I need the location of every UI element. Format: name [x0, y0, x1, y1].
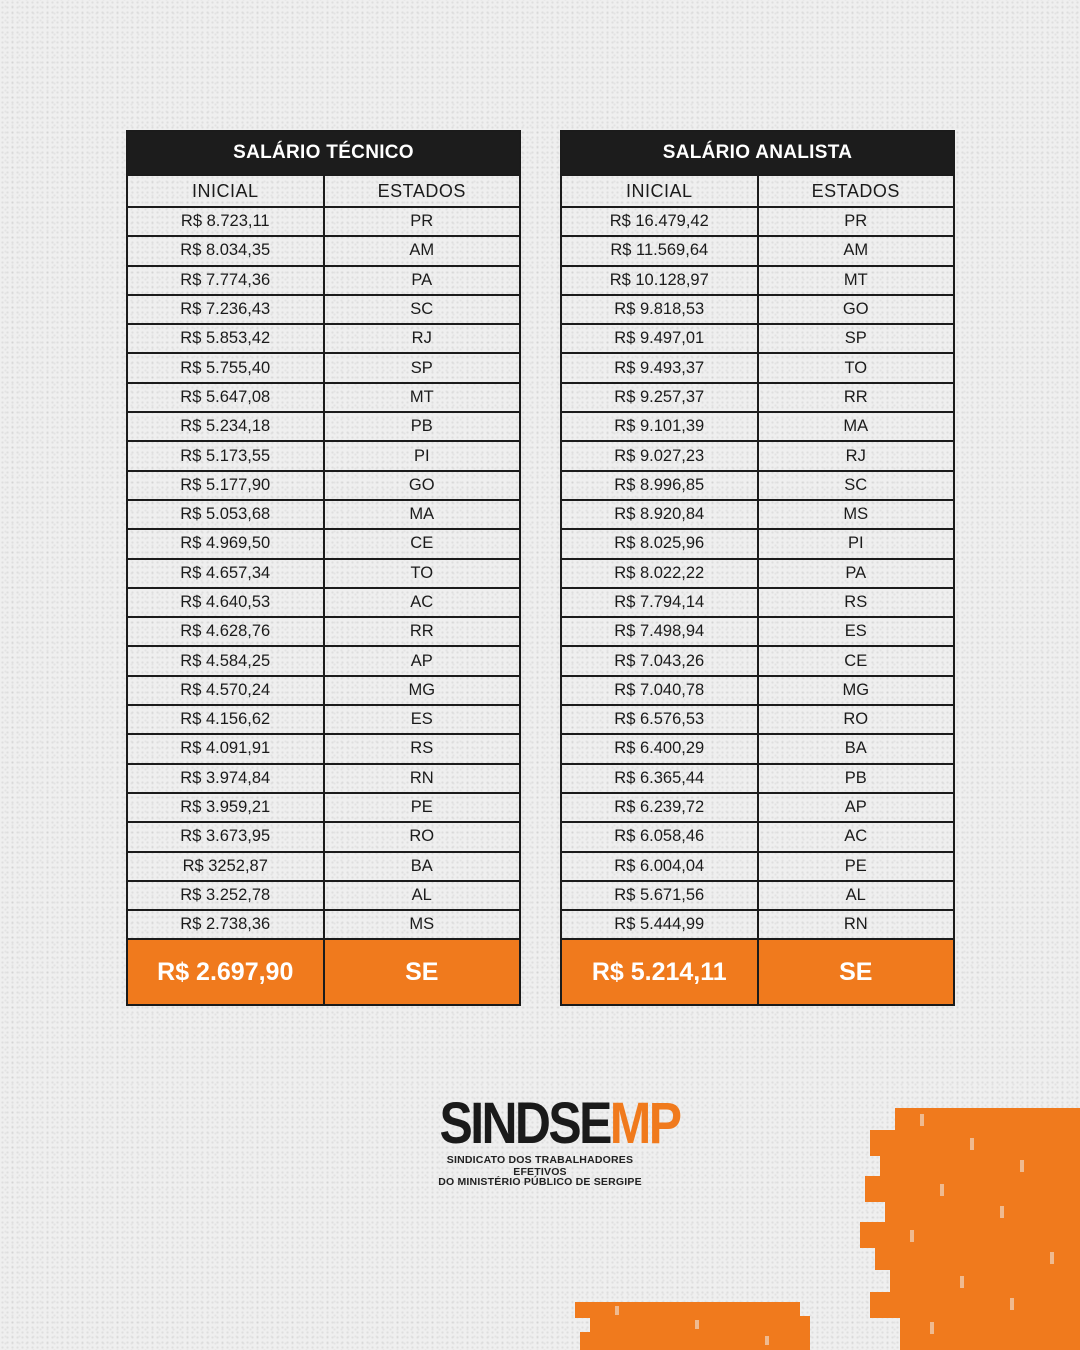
state-cell: MT [758, 266, 955, 295]
state-cell: RN [758, 910, 955, 939]
state-cell: AM [758, 236, 955, 265]
table-row [127, 910, 520, 939]
salary-cell: R$ 8.920,84 [561, 500, 758, 529]
state-cell: SC [324, 295, 521, 324]
salary-cell: R$ 10.128,97 [561, 266, 758, 295]
table-row [561, 471, 954, 500]
state-cell: RJ [324, 324, 521, 353]
state-cell: PR [758, 207, 955, 236]
table-row [127, 529, 520, 558]
highlight-row-sergipe [127, 939, 520, 1005]
table-row [561, 852, 954, 881]
salary-cell: R$ 8.034,35 [127, 236, 324, 265]
state-cell: RR [324, 617, 521, 646]
salary-cell: R$ 2.738,36 [127, 910, 324, 939]
table-title: SALÁRIO ANALISTA [561, 131, 954, 175]
salary-cell: R$ 7.236,43 [127, 295, 324, 324]
state-cell: AC [758, 822, 955, 851]
table-row [127, 236, 520, 265]
salary-cell: R$ 6.365,44 [561, 764, 758, 793]
state-cell: CE [324, 529, 521, 558]
state-cell: GO [324, 471, 521, 500]
state-cell: SC [758, 471, 955, 500]
salary-cell: R$ 16.479,42 [561, 207, 758, 236]
state-cell: PB [758, 764, 955, 793]
state-cell: RN [324, 764, 521, 793]
table-row [561, 676, 954, 705]
highlight-salary-cell: R$ 2.697,90 [127, 939, 324, 1005]
salary-cell: R$ 7.040,78 [561, 676, 758, 705]
table-row [561, 324, 954, 353]
table-row [561, 617, 954, 646]
salario-tecnico-table [126, 130, 521, 1006]
table-body [127, 207, 520, 1005]
salary-cell: R$ 9.497,01 [561, 324, 758, 353]
salary-cell: R$ 3252,87 [127, 852, 324, 881]
state-cell: AP [324, 646, 521, 675]
table-row [127, 676, 520, 705]
state-cell: PI [758, 529, 955, 558]
table-row [127, 617, 520, 646]
salary-cell: R$ 4.969,50 [127, 529, 324, 558]
state-cell: MG [758, 676, 955, 705]
salary-cell: R$ 4.657,34 [127, 559, 324, 588]
state-cell: AL [758, 881, 955, 910]
table-row [127, 881, 520, 910]
state-cell: ES [324, 705, 521, 734]
table-row [127, 588, 520, 617]
table-row [561, 734, 954, 763]
salary-cell: R$ 8.996,85 [561, 471, 758, 500]
state-cell: RJ [758, 441, 955, 470]
state-cell: PR [324, 207, 521, 236]
table-row [561, 529, 954, 558]
state-cell: GO [758, 295, 955, 324]
table-row [561, 559, 954, 588]
salary-cell: R$ 4.156,62 [127, 705, 324, 734]
salary-cell: R$ 6.004,04 [561, 852, 758, 881]
state-cell: AC [324, 588, 521, 617]
state-cell: MS [758, 500, 955, 529]
salary-cell: R$ 8.022,22 [561, 559, 758, 588]
salary-cell: R$ 4.628,76 [127, 617, 324, 646]
table-row [561, 295, 954, 324]
logo-tagline-2: DO MINISTÉRIO PÚBLICO DE SERGIPE [438, 1176, 642, 1188]
table-row [127, 353, 520, 382]
column-header-estados: ESTADOS [324, 175, 521, 207]
salary-cell: R$ 3.252,78 [127, 881, 324, 910]
salary-cell: R$ 9.101,39 [561, 412, 758, 441]
salary-cell: R$ 7.498,94 [561, 617, 758, 646]
highlight-state-cell: SE [324, 939, 521, 1005]
salary-cell: R$ 5.671,56 [561, 881, 758, 910]
state-cell: PE [324, 793, 521, 822]
salary-cell: R$ 4.640,53 [127, 588, 324, 617]
salary-cell: R$ 6.576,53 [561, 705, 758, 734]
state-cell: BA [758, 734, 955, 763]
salary-cell: R$ 3.974,84 [127, 764, 324, 793]
state-cell: MA [758, 412, 955, 441]
orange-brushstroke-decoration [860, 1100, 1080, 1350]
logo-word-accent: MP [609, 1091, 680, 1156]
highlight-state-cell: SE [758, 939, 955, 1005]
table-row [127, 441, 520, 470]
state-cell: SP [324, 353, 521, 382]
salary-cell: R$ 9.493,37 [561, 353, 758, 382]
table-row [561, 705, 954, 734]
table-row [561, 910, 954, 939]
table-row [127, 412, 520, 441]
table-row [127, 559, 520, 588]
table-row [561, 588, 954, 617]
salary-cell: R$ 5.853,42 [127, 324, 324, 353]
salary-cell: R$ 3.673,95 [127, 822, 324, 851]
salary-cell: R$ 9.027,23 [561, 441, 758, 470]
logo-tagline-1: SINDICATO DOS TRABALHADORES EFETIVOS [446, 1154, 634, 1178]
state-cell: PA [758, 559, 955, 588]
salary-cell: R$ 4.584,25 [127, 646, 324, 675]
state-cell: AM [324, 236, 521, 265]
salary-cell: R$ 5.173,55 [127, 441, 324, 470]
table-row [127, 764, 520, 793]
state-cell: MS [324, 910, 521, 939]
table-row [127, 793, 520, 822]
salary-cell: R$ 5.755,40 [127, 353, 324, 382]
table-row [127, 324, 520, 353]
salary-cell: R$ 7.043,26 [561, 646, 758, 675]
orange-brushstroke-decoration [575, 1302, 810, 1350]
state-cell: CE [758, 646, 955, 675]
salary-cell: R$ 7.794,14 [561, 588, 758, 617]
salary-cell: R$ 4.570,24 [127, 676, 324, 705]
table-row [561, 266, 954, 295]
table-row [561, 441, 954, 470]
state-cell: AP [758, 793, 955, 822]
highlight-row-sergipe [561, 939, 954, 1005]
salary-cell: R$ 5.053,68 [127, 500, 324, 529]
table-row [127, 852, 520, 881]
table-row [127, 207, 520, 236]
table-row [127, 646, 520, 675]
salary-cell: R$ 4.091,91 [127, 734, 324, 763]
state-cell: MG [324, 676, 521, 705]
salary-cell: R$ 6.239,72 [561, 793, 758, 822]
table-row [127, 383, 520, 412]
salary-cell: R$ 6.400,29 [561, 734, 758, 763]
state-cell: RS [758, 588, 955, 617]
column-header-inicial: INICIAL [127, 175, 324, 207]
table-row [127, 471, 520, 500]
table-row [127, 266, 520, 295]
state-cell: BA [324, 852, 521, 881]
table-row [561, 881, 954, 910]
table-body [561, 207, 954, 1005]
salary-cell: R$ 11.569,64 [561, 236, 758, 265]
highlight-salary-cell: R$ 5.214,11 [561, 939, 758, 1005]
salary-cell: R$ 7.774,36 [127, 266, 324, 295]
column-header-estados: ESTADOS [758, 175, 955, 207]
column-header-inicial: INICIAL [561, 175, 758, 207]
table-row [561, 412, 954, 441]
salario-analista-table [560, 130, 955, 1006]
salary-cell: R$ 9.818,53 [561, 295, 758, 324]
salary-cell: R$ 6.058,46 [561, 822, 758, 851]
state-cell: MA [324, 500, 521, 529]
table-row [561, 793, 954, 822]
table-row [561, 207, 954, 236]
state-cell: RO [324, 822, 521, 851]
table-title: SALÁRIO TÉCNICO [127, 131, 520, 175]
salary-cell: R$ 5.234,18 [127, 412, 324, 441]
table-row [127, 500, 520, 529]
salary-cell: R$ 5.647,08 [127, 383, 324, 412]
state-cell: PA [324, 266, 521, 295]
salary-cell: R$ 9.257,37 [561, 383, 758, 412]
state-cell: TO [324, 559, 521, 588]
table-row [561, 822, 954, 851]
state-cell: AL [324, 881, 521, 910]
state-cell: RO [758, 705, 955, 734]
table-row [127, 705, 520, 734]
state-cell: RS [324, 734, 521, 763]
table-row [127, 822, 520, 851]
table-row [561, 353, 954, 382]
state-cell: PE [758, 852, 955, 881]
state-cell: MT [324, 383, 521, 412]
table-row [127, 734, 520, 763]
table-row [561, 383, 954, 412]
state-cell: SP [758, 324, 955, 353]
state-cell: TO [758, 353, 955, 382]
state-cell: PB [324, 412, 521, 441]
table-row [561, 646, 954, 675]
state-cell: RR [758, 383, 955, 412]
table-row [127, 295, 520, 324]
salary-cell: R$ 5.177,90 [127, 471, 324, 500]
state-cell: ES [758, 617, 955, 646]
table-row [561, 236, 954, 265]
salary-cell: R$ 5.444,99 [561, 910, 758, 939]
state-cell: PI [324, 441, 521, 470]
salary-cell: R$ 3.959,21 [127, 793, 324, 822]
logo-wordmark [440, 1092, 680, 1156]
logo-word-dark: SINDSE [439, 1091, 610, 1156]
table-row [561, 500, 954, 529]
sindsemp-logo [420, 1091, 680, 1188]
salary-cell: R$ 8.723,11 [127, 207, 324, 236]
salary-cell: R$ 8.025,96 [561, 529, 758, 558]
table-row [561, 764, 954, 793]
